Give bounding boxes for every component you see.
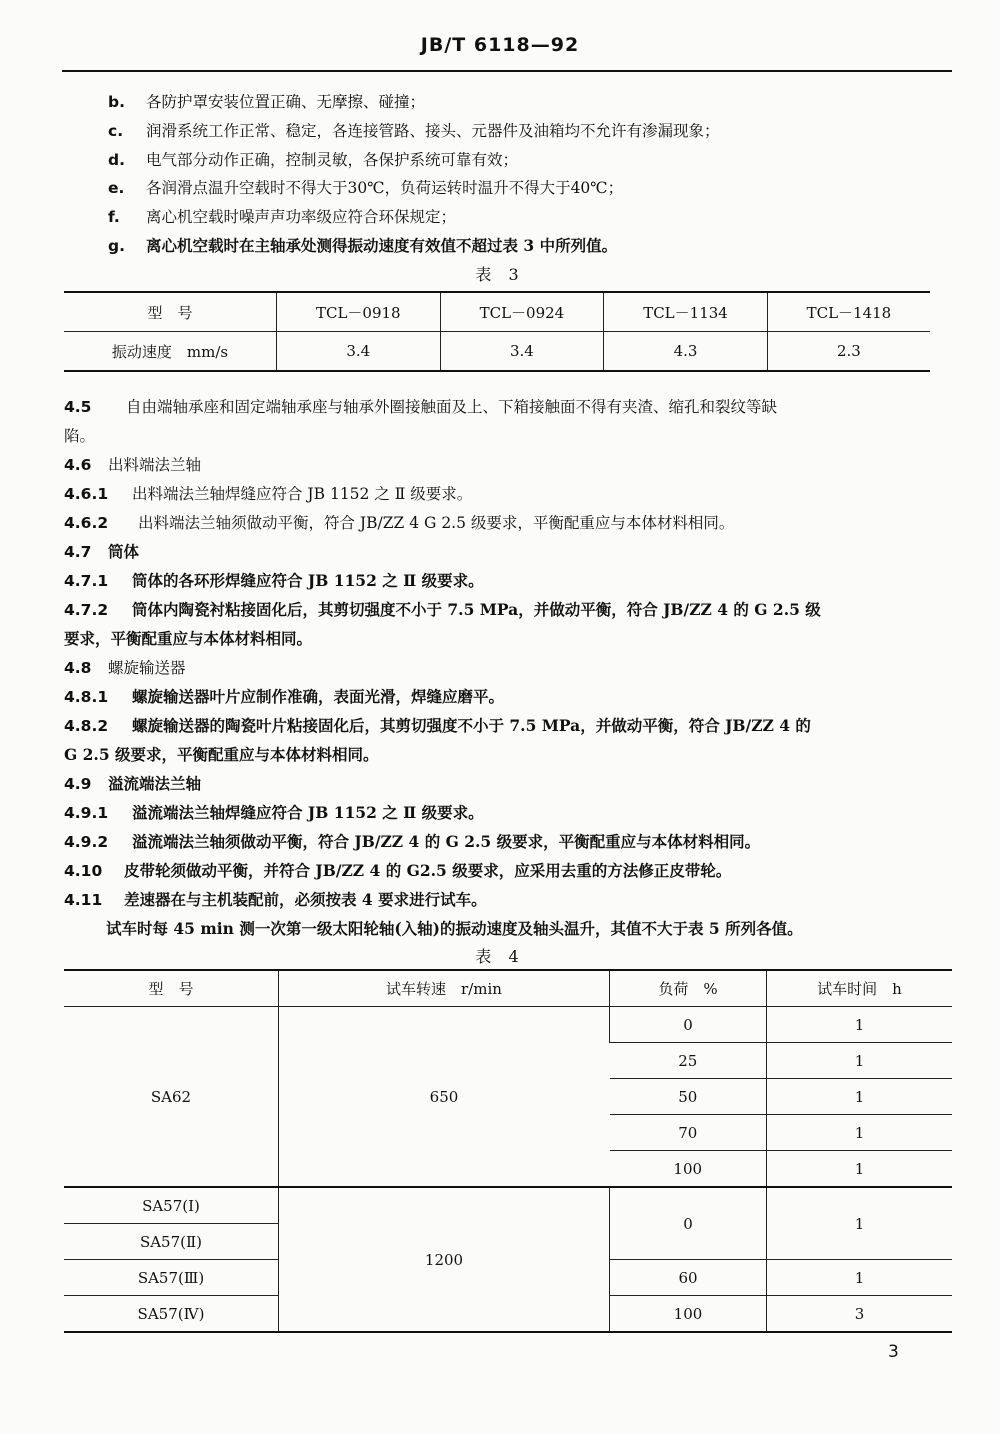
clause xyxy=(64,890,487,910)
clause xyxy=(64,542,139,562)
load-cell: 60 xyxy=(610,1260,767,1296)
clause-number: 4.6 xyxy=(64,456,92,474)
model-cell: SA57(Ⅰ) xyxy=(64,1187,279,1224)
clause-text: 出料端法兰轴焊缝应符合 JB 1152 之 Ⅱ 级要求。 xyxy=(132,485,473,503)
item-text: 各润滑点温升空载时不得大于30℃，负荷运转时温升不得大于40℃； xyxy=(146,179,624,197)
item-text: 离心机空载时噪声声功率级应符合环保规定； xyxy=(146,208,457,226)
time-cell: 1 xyxy=(767,1260,953,1296)
table-header-cell: 型 号 xyxy=(64,970,279,1007)
table-cell: 3.4 xyxy=(277,332,441,372)
table-row xyxy=(64,1007,952,1043)
clause-number: 4.6.1 xyxy=(64,485,109,503)
clause-number: 4.6.2 xyxy=(64,514,109,532)
item-text: 各防护罩安装位置正确、无摩擦、碰撞； xyxy=(146,93,426,111)
table-header-cell: 负荷 % xyxy=(610,970,767,1007)
table-header-cell: TCL－0918 xyxy=(277,292,441,332)
speed-cell: 650 xyxy=(279,1007,610,1188)
clause xyxy=(64,861,731,881)
clause-number: 4.5 xyxy=(64,398,92,416)
model-cell: SA57(Ⅱ) xyxy=(64,1224,279,1260)
model-cell: SA62 xyxy=(64,1007,279,1188)
clause-text: 试车时每 45 min 测一次第一级太阳轮轴(入轴)的振动速度及轴头温升，其值不大于表 5 所列各值。 xyxy=(106,919,803,938)
clause-number: 4.8.1 xyxy=(64,688,109,706)
list-item xyxy=(108,150,518,170)
time-cell: 3 xyxy=(767,1296,953,1333)
load-cell: 100 xyxy=(610,1151,767,1188)
time-cell: 1 xyxy=(767,1187,953,1260)
load-cell: 0 xyxy=(610,1007,767,1043)
load-cell: 70 xyxy=(610,1115,767,1151)
clause-text: 自由端轴承座和固定端轴承座与轴承外圈接触面及上、下箱接触面不得有夹渣、缩孔和裂纹等缺 xyxy=(126,398,778,416)
time-cell: 1 xyxy=(767,1151,953,1188)
clause-number: 4.8 xyxy=(64,659,92,677)
clause-number: 4.9.2 xyxy=(64,833,109,851)
clause xyxy=(106,919,803,939)
clause-text: G 2.5 级要求，平衡配重应与本体材料相同。 xyxy=(64,745,379,764)
clause-number: 4.8.2 xyxy=(64,717,109,735)
clause-text: 出料端法兰轴 xyxy=(108,456,202,474)
clause xyxy=(64,774,201,794)
table-header-cell: 型 号 xyxy=(64,292,277,332)
model-cell: SA57(Ⅳ) xyxy=(137,1304,205,1323)
clause-text: 螺旋输送器的陶瓷叶片粘接固化后，其剪切强度不小于 7.5 MPa，并做动平衡，符合 JB/ZZ 4 的 xyxy=(132,716,811,735)
item-label: b. xyxy=(108,93,125,111)
clause-text: 差速器在与主机装配前，必须按表 4 要求进行试车。 xyxy=(124,890,487,909)
clause-number: 4.11 xyxy=(64,891,103,909)
load-cell: 0 xyxy=(610,1187,767,1260)
clause-number: 4.9.1 xyxy=(64,804,109,822)
clause xyxy=(64,803,484,823)
header-rule xyxy=(62,70,952,72)
time-cell: 1 xyxy=(767,1115,953,1151)
clause xyxy=(64,571,484,591)
clause-text: 筒体 xyxy=(108,542,140,561)
table-row xyxy=(64,332,930,372)
clause xyxy=(64,455,201,475)
table-cell: 3.4 xyxy=(440,332,604,372)
clause xyxy=(64,687,504,707)
table-header-cell: 试车时间 h xyxy=(767,970,953,1007)
clause-text: 螺旋输送器叶片应制作准确，表面光滑，焊缝应磨平。 xyxy=(132,687,505,706)
clause-text: 皮带轮须做动平衡，并符合 JB/ZZ 4 的 G2.5 级要求，应采用去重的方法修正皮带轮。 xyxy=(124,861,732,880)
table-row xyxy=(64,970,952,1007)
clause xyxy=(64,484,472,504)
list-item xyxy=(108,236,617,256)
table-cell: 4.3 xyxy=(604,332,768,372)
table-cell: 2.3 xyxy=(767,332,930,372)
list-item xyxy=(108,121,720,141)
table-row xyxy=(64,292,930,332)
table-header-cell: TCL－0924 xyxy=(440,292,604,332)
time-cell: 1 xyxy=(767,1043,953,1079)
load-cell: 50 xyxy=(610,1079,767,1115)
table-header-cell: 试车转速 r/min xyxy=(279,970,610,1007)
item-label: g. xyxy=(108,237,125,255)
clause-text: 溢流端法兰轴焊缝应符合 JB 1152 之 Ⅱ 级要求。 xyxy=(132,803,484,822)
item-label: f. xyxy=(108,208,120,226)
clause-number: 4.7.1 xyxy=(64,572,109,590)
load-cell: 25 xyxy=(610,1043,767,1079)
clause-text: 筒体的各环形焊缝应符合 JB 1152 之 Ⅱ 级要求。 xyxy=(132,571,484,590)
clause xyxy=(64,716,811,736)
list-item xyxy=(108,178,623,198)
clause xyxy=(64,629,312,649)
item-label: c. xyxy=(108,122,124,140)
clause xyxy=(64,600,821,620)
table3-caption: 表 3 xyxy=(475,265,525,284)
table-header-cell: TCL－1418 xyxy=(767,292,930,332)
time-cell: 1 xyxy=(767,1007,953,1043)
table-row xyxy=(64,1187,952,1224)
clause-text: 陷。 xyxy=(64,427,96,445)
page-number: 3 xyxy=(888,1342,899,1362)
clause xyxy=(64,658,186,678)
model-cell: SA57(Ⅲ) xyxy=(64,1260,279,1296)
clause-number: 4.7.2 xyxy=(64,601,109,619)
clause-text: 螺旋输送器 xyxy=(108,659,186,677)
speed-cell: 1200 xyxy=(279,1187,610,1332)
item-label: e. xyxy=(108,179,125,197)
table-cell: 振动速度 mm/s xyxy=(111,342,229,361)
item-label: d. xyxy=(108,151,125,169)
item-text: 电气部分动作正确，控制灵敏，各保护系统可靠有效； xyxy=(146,151,519,169)
item-text: 离心机空载时在主轴承处测得振动速度有效值不超过表 3 中所列值。 xyxy=(146,236,618,255)
clause-number: 4.7 xyxy=(64,543,92,561)
table4-caption: 表 4 xyxy=(475,947,525,966)
clause xyxy=(64,426,95,446)
clause xyxy=(64,513,734,533)
clause-text: 出料端法兰轴须做动平衡，符合 JB/ZZ 4 G 2.5 级要求，平衡配重应与本体材料相同。 xyxy=(138,514,735,532)
load-cell: 100 xyxy=(610,1296,767,1333)
clause-text: 溢流端法兰轴须做动平衡，符合 JB/ZZ 4 的 G 2.5 级要求，平衡配重应与本体材料相同。 xyxy=(132,832,761,851)
item-text: 润滑系统工作正常、稳定，各连接管路、接头、元器件及油箱均不允许有渗漏现象； xyxy=(146,122,720,140)
clause-text: 溢流端法兰轴 xyxy=(108,774,202,793)
table-4 xyxy=(64,969,952,1333)
page-header: JB/T 6118—92 xyxy=(420,34,580,56)
clause xyxy=(64,397,777,417)
clause-number: 4.9 xyxy=(64,775,92,793)
list-item xyxy=(108,92,425,112)
time-cell: 1 xyxy=(767,1079,953,1115)
clause xyxy=(64,832,760,852)
table-header-cell: TCL－1134 xyxy=(604,292,768,332)
clause-text: 要求，平衡配重应与本体材料相同。 xyxy=(64,629,313,648)
table-3 xyxy=(64,291,930,372)
clause-number: 4.10 xyxy=(64,862,103,880)
clause-text: 筒体内陶瓷衬粘接固化后，其剪切强度不小于 7.5 MPa，并做动平衡，符合 JB/ZZ 4 的 G 2.5 级 xyxy=(132,600,821,619)
clause xyxy=(64,745,379,765)
list-item xyxy=(108,207,456,227)
